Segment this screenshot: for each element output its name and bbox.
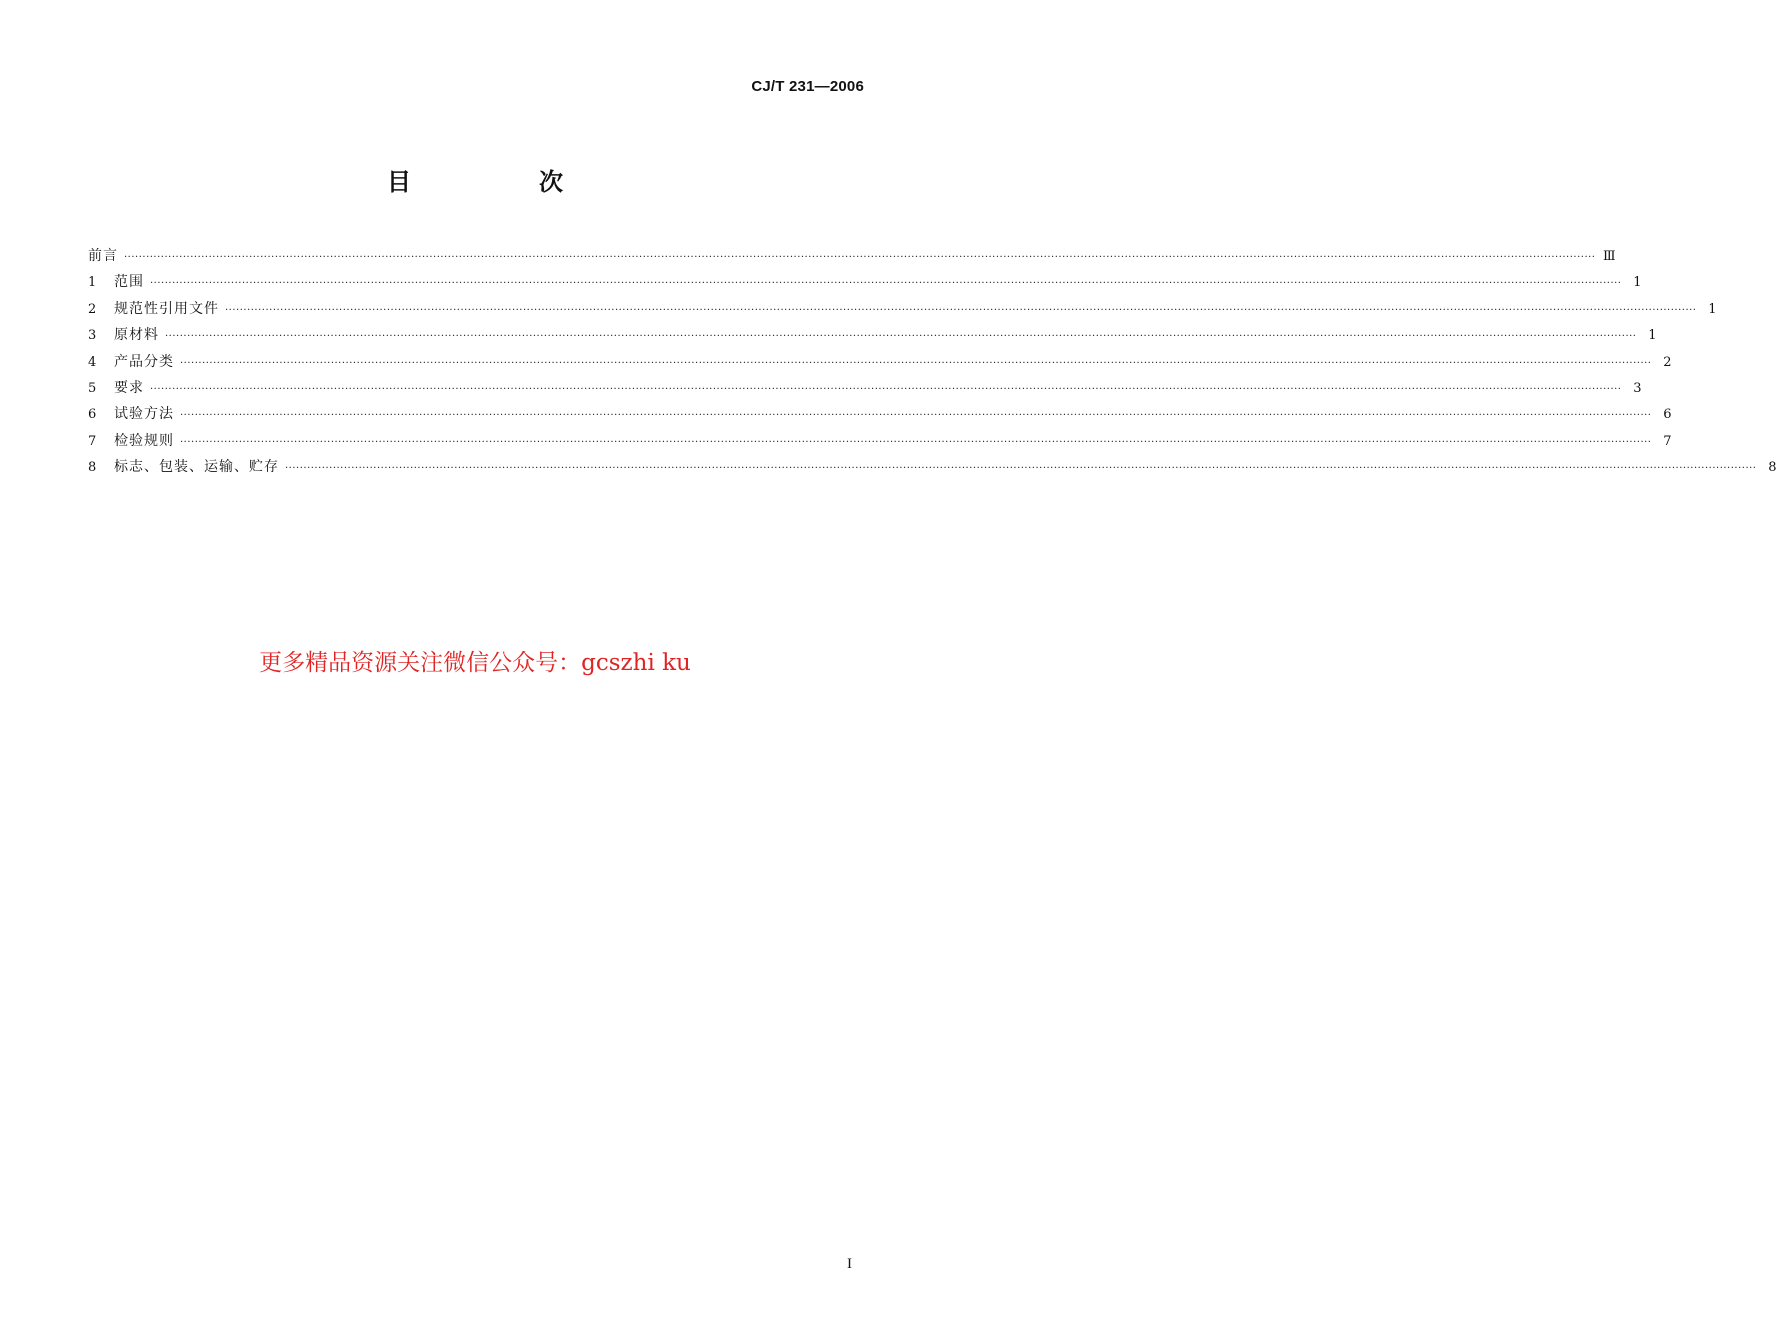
toc-title: 目 次 <box>387 168 615 196</box>
toc-entry-page: 1 <box>1708 301 1717 317</box>
toc-entry-label: 试验方法 <box>114 406 174 423</box>
toc-entry-page: 2 <box>1663 354 1672 370</box>
toc-entry-label: 检验规则 <box>114 432 174 449</box>
toc-entry[interactable] <box>88 351 1672 377</box>
toc-entry-page: 8 <box>1768 460 1776 476</box>
toc-entry-number: 4 <box>88 354 97 370</box>
toc-leader-dots: ················································································································································································································································································································································································································ <box>165 331 1637 343</box>
toc-entry-number: 7 <box>88 433 97 449</box>
toc-entry-number: 6 <box>88 407 97 423</box>
page-number: I <box>847 1256 852 1272</box>
standard-code: CJ/T 231—2006 <box>751 78 864 95</box>
toc-leader-dots: ················································································································································································································································································································································································································ <box>285 463 1757 475</box>
toc-entry-number: 5 <box>88 380 97 396</box>
table-of-contents <box>88 245 1776 483</box>
toc-entry-label: 标志、包装、运输、贮存 <box>114 459 279 476</box>
toc-entry-label: 原材料 <box>114 327 159 344</box>
toc-entry-number: 2 <box>88 301 97 317</box>
toc-entry-label: 前言 <box>88 248 118 264</box>
toc-entry-label: 产品分类 <box>114 353 174 370</box>
toc-leader-dots: ················································································································································································································································································································································································································ <box>150 278 1622 290</box>
toc-leader-dots: ················································································································································································································································································································································································································ <box>180 357 1652 369</box>
toc-entry-number: 8 <box>88 460 97 476</box>
toc-entry[interactable] <box>88 377 1642 403</box>
toc-entry[interactable] <box>88 298 1717 324</box>
toc-entry[interactable] <box>88 430 1672 456</box>
toc-entry-label: 要求 <box>114 379 144 396</box>
toc-entry-number: 3 <box>88 328 97 344</box>
toc-leader-dots: ················································································································································································································································································································································································································ <box>225 304 1697 316</box>
toc-leader-dots: ················································································································································································································································································································································································································ <box>124 252 1596 263</box>
toc-entry-label: 范围 <box>114 274 144 291</box>
toc-entry[interactable] <box>88 403 1672 429</box>
toc-entry[interactable] <box>88 245 1616 271</box>
toc-entry-label: 规范性引用文件 <box>114 300 219 317</box>
toc-leader-dots: ················································································································································································································································································································································································································ <box>180 410 1652 422</box>
toc-leader-dots: ················································································································································································································································································································································································································ <box>150 383 1622 395</box>
toc-entry-page: 3 <box>1633 380 1642 396</box>
toc-entry[interactable] <box>88 456 1776 482</box>
toc-entry-number: 1 <box>88 275 97 291</box>
promo-watermark-text: 更多精品资源关注微信公众号：gcszhi ku <box>259 650 691 676</box>
toc-entry-page: 1 <box>1648 328 1657 344</box>
toc-entry-page: 6 <box>1663 407 1672 423</box>
toc-entry-page: Ⅲ <box>1602 249 1616 264</box>
toc-entry-page: 7 <box>1663 433 1672 449</box>
toc-entry[interactable] <box>88 324 1657 350</box>
toc-entry-page: 1 <box>1633 275 1642 291</box>
toc-leader-dots: ················································································································································································································································································································································································································ <box>180 436 1652 448</box>
toc-entry[interactable] <box>88 271 1642 297</box>
